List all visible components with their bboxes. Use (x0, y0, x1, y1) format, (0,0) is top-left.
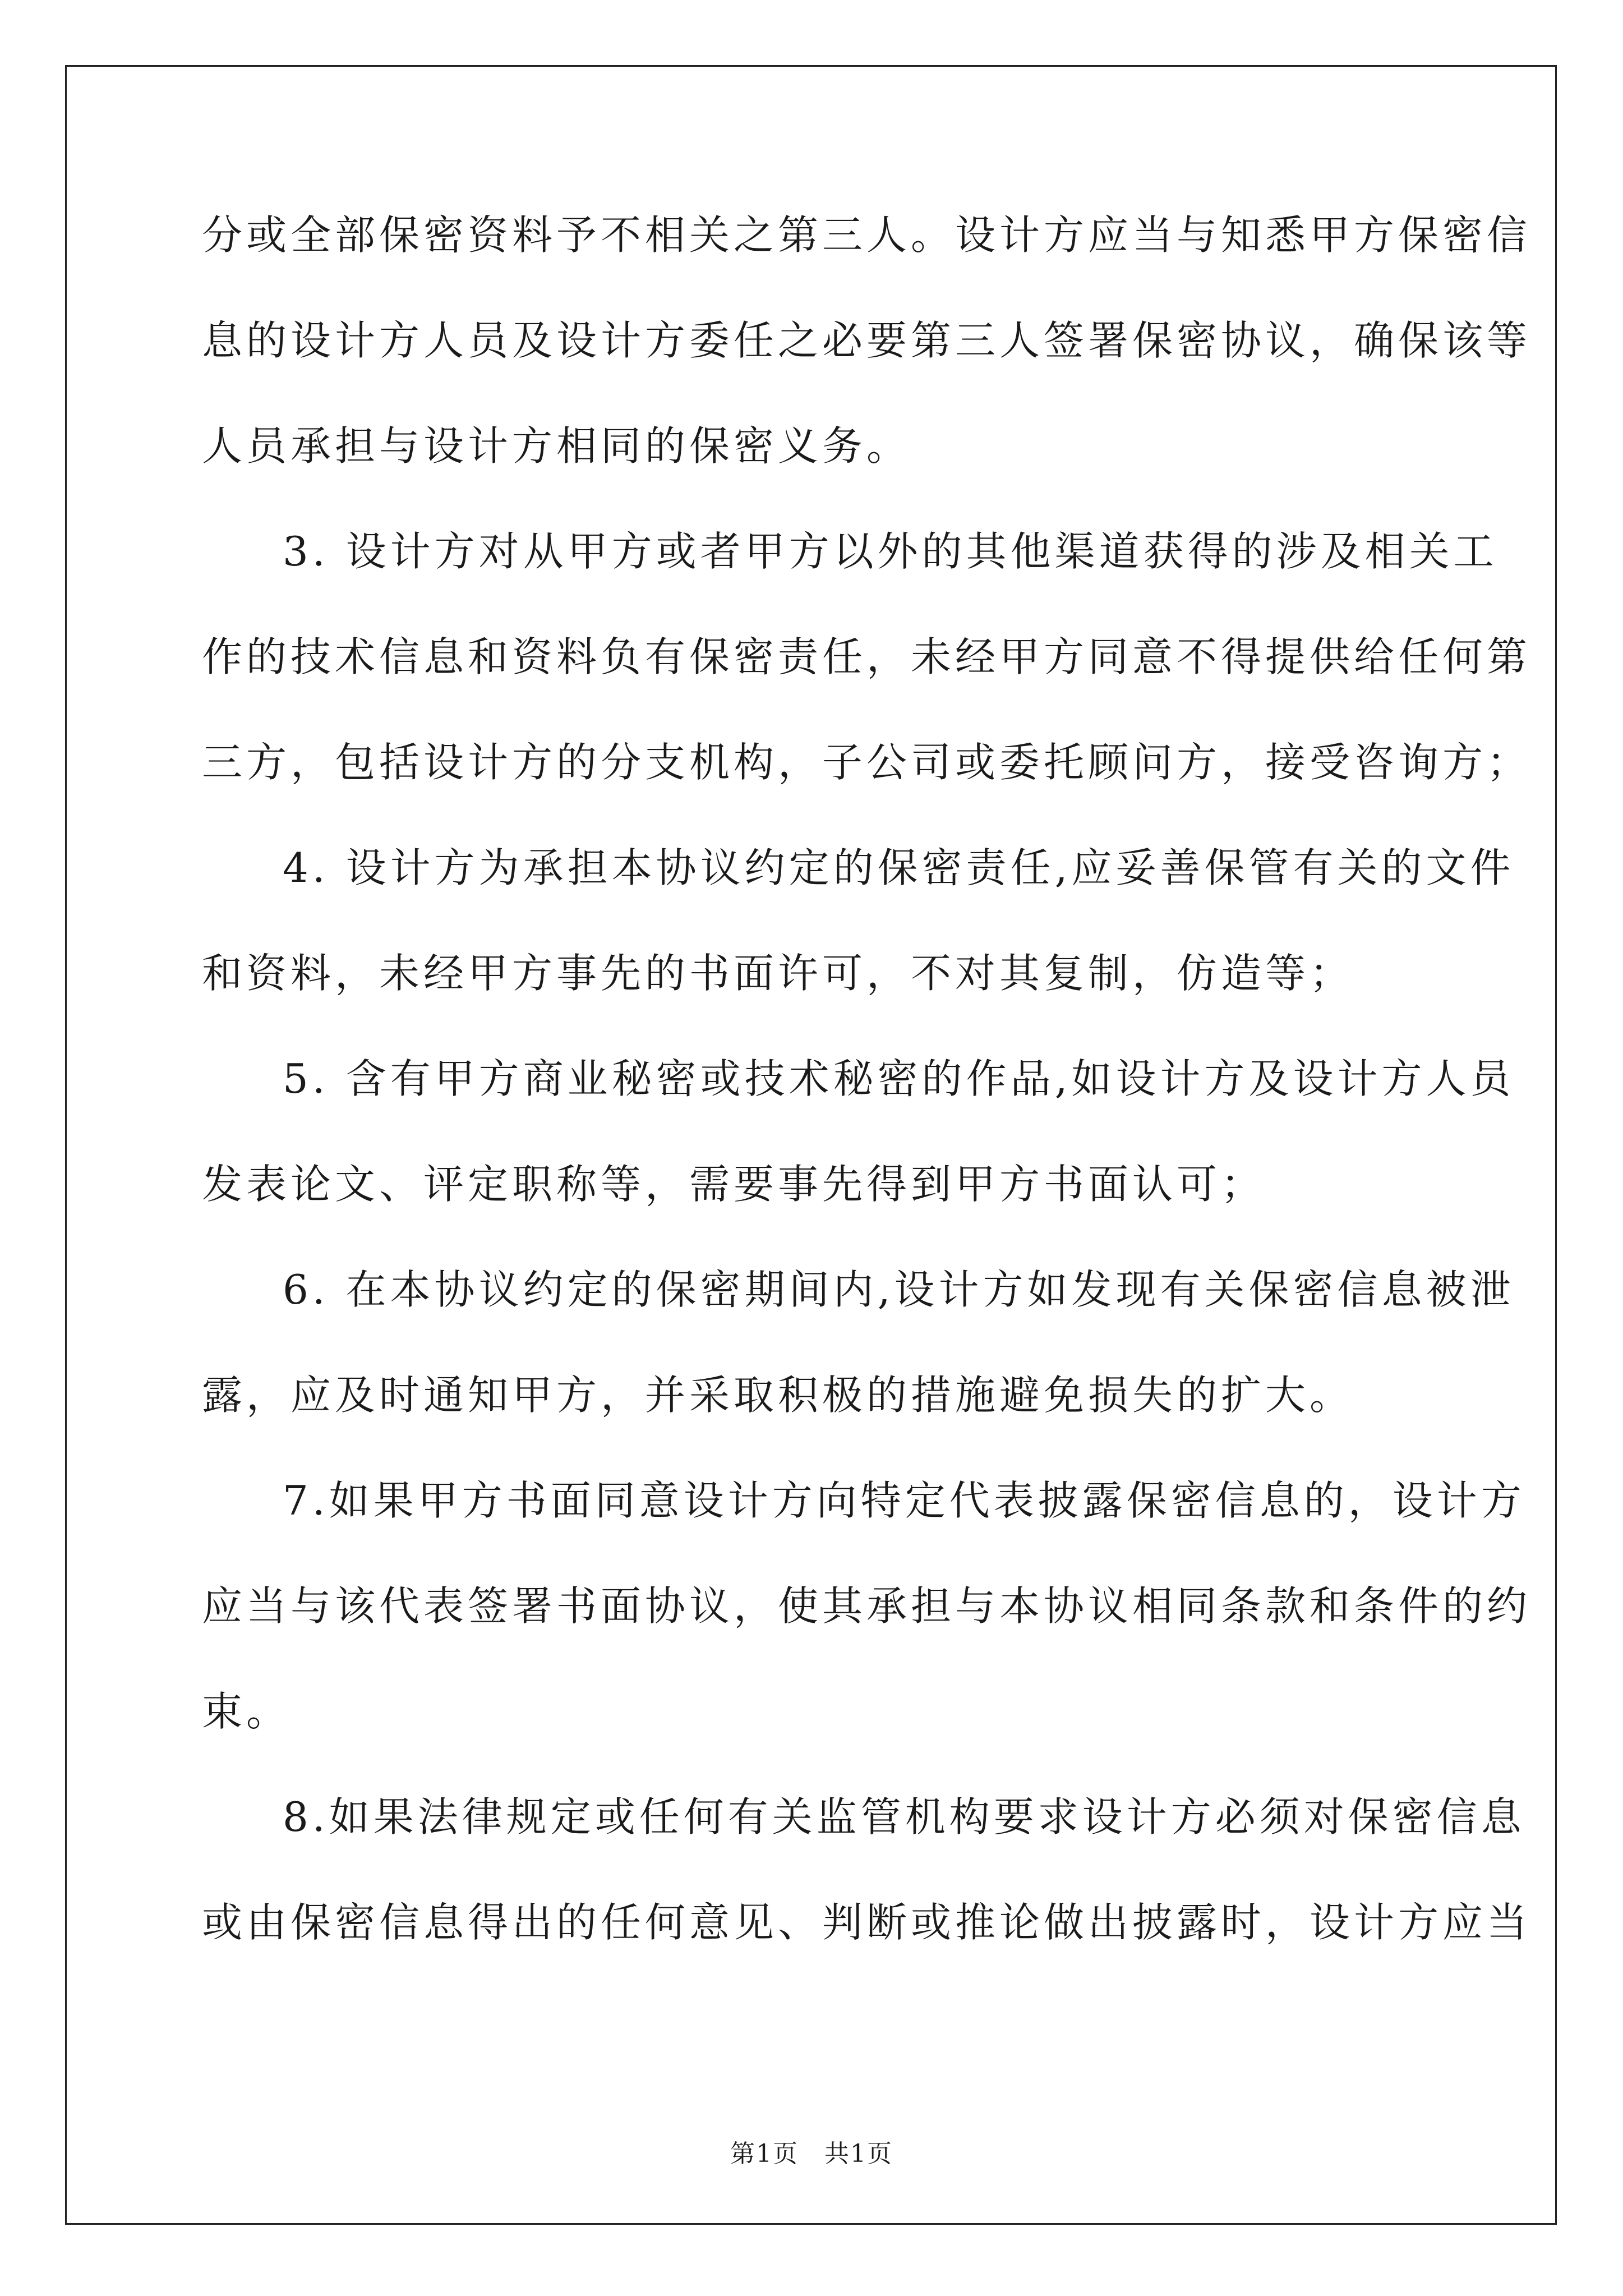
text-line: 4. 设计方为承担本协议约定的保密责任,应妥善保管有关的文件 (283, 844, 1515, 891)
text-line: 息的设计方人员及设计方委任之必要第三人签署保密协议，确保该等 (202, 317, 1532, 364)
text-line: 6. 在本协议约定的保密期间内,设计方如发现有关保密信息被泄 (283, 1266, 1515, 1313)
text-line: 露，应及时通知甲方，并采取积极的措施避免损失的扩大。 (202, 1372, 1354, 1419)
text-line: 或由保密信息得出的任何意见、判断或推论做出披露时，设计方应当 (202, 1899, 1532, 1946)
text-line: 和资料，未经甲方事先的书面许可，不对其复制，仿造等； (202, 950, 1354, 997)
page-footer (0, 2137, 1623, 2171)
text-line: 8.如果法律规定或任何有关监管机构要求设计方必须对保密信息 (283, 1793, 1525, 1841)
text-line: 分或全部保密资料予不相关之第三人。设计方应当与知悉甲方保密信 (202, 211, 1532, 259)
text-line: 发表论文、评定职称等，需要事先得到甲方书面认可； (202, 1161, 1266, 1208)
text-line: 7.如果甲方书面同意设计方向特定代表披露保密信息的，设计方 (283, 1477, 1525, 1524)
text-line: 应当与该代表签署书面协议，使其承担与本协议相同条款和条件的约 (202, 1582, 1532, 1630)
text-line: 三方，包括设计方的分支机构，子公司或委托顾问方，接受咨询方； (202, 739, 1532, 786)
text-line: 束。 (202, 1688, 291, 1735)
text-line: 5. 含有甲方商业秘密或技术秘密的作品,如设计方及设计方人员 (283, 1055, 1515, 1102)
document-body (202, 208, 1532, 2000)
text-line: 人员承担与设计方相同的保密义务。 (202, 422, 911, 470)
text-line: 作的技术信息和资料负有保密责任，未经甲方同意不得提供给任何第 (202, 633, 1532, 680)
page-number-label: 第1页 共1页 (730, 2139, 893, 2168)
text-line: 3. 设计方对从甲方或者甲方以外的其他渠道获得的涉及相关工 (283, 528, 1498, 575)
